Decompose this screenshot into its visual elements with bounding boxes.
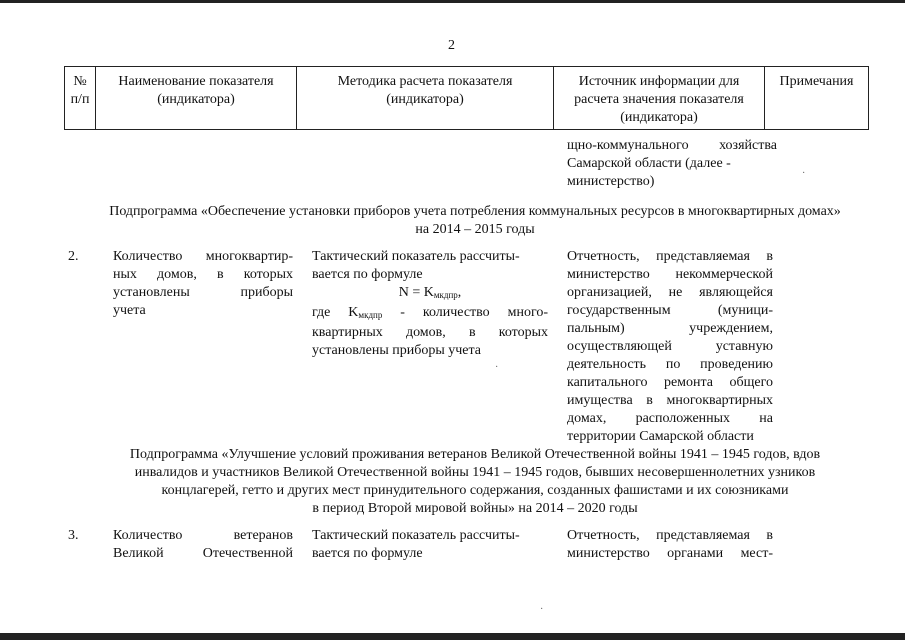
header-col-notes-line: Примечания bbox=[779, 74, 854, 89]
header-col-number bbox=[65, 67, 96, 130]
row-2-formula-left: N = K bbox=[398, 285, 434, 300]
continuation-line: Самарской области (далее - bbox=[567, 156, 731, 171]
row-2-source-line: имущества в многоквартирных bbox=[567, 393, 773, 408]
row-2-where-rest: - количество много- bbox=[382, 305, 548, 320]
row-2-source-line: государственным (муници- bbox=[567, 303, 773, 318]
header-col-name-line: (индикатора) bbox=[157, 92, 235, 107]
header-col-method-line: Методика расчета показателя bbox=[337, 74, 513, 89]
header-col-name bbox=[96, 67, 297, 130]
subprogram-2-line: Подпрограмма «Улучшение условий проживания ветеранов Великой Отечественной войны 1941 – 1945 годов, вдов bbox=[129, 447, 821, 462]
row-2-method-line: Тактический показатель рассчиты- bbox=[312, 249, 520, 264]
bottom-border bbox=[0, 633, 905, 640]
row-2-source-line: домах, расположенных на bbox=[567, 411, 773, 426]
header-col-source-line: Источник информации для bbox=[578, 74, 740, 89]
row-3-name-line: Великой Отечественной bbox=[113, 546, 293, 561]
subprogram-2-line: в период Второй мировой войны» на 2014 – 2020 годы bbox=[312, 501, 638, 516]
subprogram-2-line: инвалидов и участников Великой Отечественной войны 1941 – 1945 годов, бывших несовершеннолетних узников bbox=[134, 465, 816, 480]
header-col-method-line: (индикатора) bbox=[386, 92, 464, 107]
continuation-line: министерство) bbox=[567, 174, 655, 189]
row-2-source-line: Отчетность, представляемая в bbox=[567, 249, 773, 264]
subprogram-1-line: Подпрограмма «Обеспечение установки приборов учета потребления коммунальных ресурсов в многоквартирных домах» bbox=[109, 204, 841, 219]
row-2-source bbox=[567, 248, 773, 446]
row-2-formula-sub: мкдпр bbox=[433, 290, 458, 300]
table-header bbox=[64, 66, 869, 130]
row-2-source-line: министерство некоммерческой bbox=[567, 267, 773, 282]
row-2-where-prefix: где K bbox=[312, 305, 359, 320]
row-3-name bbox=[113, 527, 293, 563]
row-2-method-line: установлены приборы учета bbox=[312, 343, 482, 358]
row-3-method bbox=[312, 527, 548, 563]
header-col-source bbox=[554, 67, 765, 130]
row-2-source-line: деятельность по проведению bbox=[567, 357, 773, 372]
row-3-method-line: вается по формуле bbox=[312, 546, 423, 561]
scan-speck: · bbox=[540, 604, 544, 615]
row-3-name-line: Количество ветеранов bbox=[113, 528, 293, 543]
top-border bbox=[0, 0, 905, 3]
subprogram-2-line: концлагерей, гетто и других мест принудительного содержания, созданных фашистами и их союзниками bbox=[161, 483, 789, 498]
row-2-where-sub: мкдпр bbox=[358, 310, 383, 320]
row-3-source-line: Отчетность, представляемая в bbox=[567, 528, 773, 543]
row-2-source-line: осуществляющей уставную bbox=[567, 339, 773, 354]
row-2-source-line: капитального ремонта общего bbox=[567, 375, 773, 390]
scan-speck: · bbox=[495, 362, 499, 373]
subprogram-2-title bbox=[60, 446, 890, 518]
header-col-name-line: Наименование показателя bbox=[118, 74, 274, 89]
row-3-number: 3. bbox=[68, 528, 79, 543]
header-col-number-line: п/п bbox=[70, 92, 90, 107]
row-2-formula bbox=[312, 284, 548, 304]
row-3-source bbox=[567, 527, 773, 563]
scan-speck: · bbox=[802, 168, 806, 179]
subprogram-1-title bbox=[60, 203, 890, 239]
row-3-method-line: Тактический показатель рассчиты- bbox=[312, 528, 520, 543]
row-2-method bbox=[312, 248, 548, 360]
row-2-name-line: Количество многоквартир- bbox=[113, 249, 293, 264]
header-col-notes bbox=[765, 67, 869, 130]
continuation-line: щно-коммунального хозяйства bbox=[567, 138, 777, 153]
row-2-source-line: пальным) учреждением, bbox=[567, 321, 773, 336]
header-col-number-line: № bbox=[73, 74, 87, 89]
header-col-method bbox=[297, 67, 554, 130]
subprogram-1-line: на 2014 – 2015 годы bbox=[415, 222, 535, 237]
row-2-name-line: учета bbox=[113, 303, 146, 318]
row-2-name-line: ных домов, в которых bbox=[113, 267, 293, 282]
page-number: 2 bbox=[448, 38, 455, 53]
row-2-number: 2. bbox=[68, 249, 79, 264]
header-col-source-line: (индикатора) bbox=[620, 110, 698, 125]
row-2-method-where bbox=[312, 304, 548, 324]
row-2-source-line: организацией, не являющейся bbox=[567, 285, 773, 300]
header-col-source-line: расчета значения показателя bbox=[574, 92, 744, 107]
row-2-formula-end: , bbox=[457, 285, 462, 300]
row-2-name-line: установлены приборы bbox=[113, 285, 293, 300]
row-2-method-line: квартирных домов, в которых bbox=[312, 325, 548, 340]
row-2-name bbox=[113, 248, 293, 320]
row-2-method-line: вается по формуле bbox=[312, 267, 423, 282]
row-2-source-line: территории Самарской области bbox=[567, 429, 754, 444]
continuation-text bbox=[567, 137, 777, 191]
row-3-source-line: министерство органами мест- bbox=[567, 546, 773, 561]
